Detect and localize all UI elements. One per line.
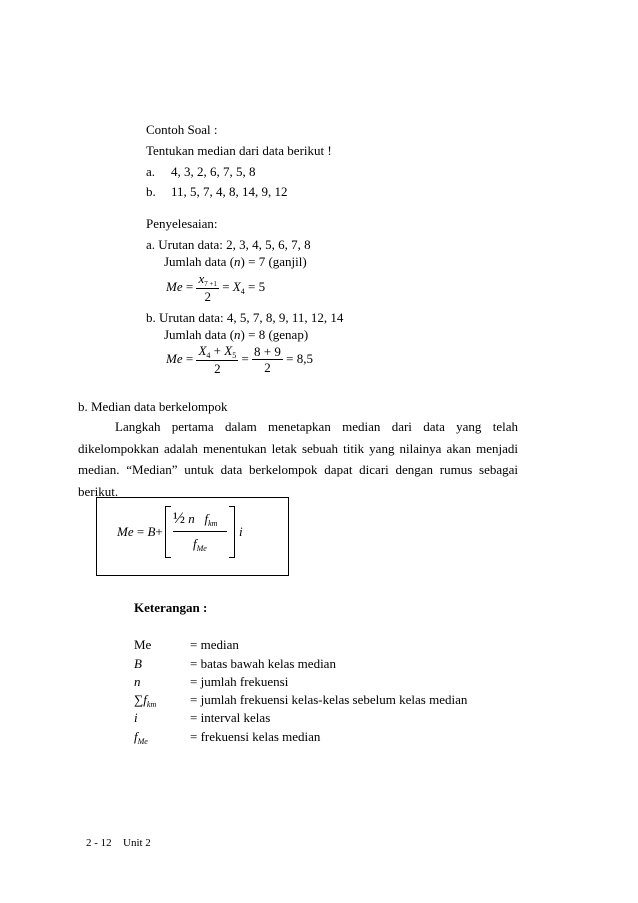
left-bracket xyxy=(165,506,171,558)
median-formula-box xyxy=(96,497,289,576)
legend-row-desc: = frekuensi kelas median xyxy=(190,729,321,744)
section-b-paragraph: Langkah pertama dalam menetapkan median dari data yang telah dikelompokkan adalah menentukan letak sebuah titik yang nilainya akan menjadi median. “Median” untuk data berkelompok dapat dicari dengan rumus sebagai berikut. xyxy=(78,419,518,499)
formula-b-fraction-1: $\frac{X_4 + X_5}{2}$ xyxy=(198,343,237,377)
main-formula-numerator: ½ n $f_{km}$ xyxy=(173,510,218,528)
main-formula-interval: i xyxy=(239,524,243,539)
solution-b-count: Jumlah data (n) = 8 (genap) xyxy=(164,327,309,342)
example-question: Tentukan median dari data berikut ! xyxy=(146,143,332,158)
example-item-b-label: b. xyxy=(146,184,156,199)
formula-a: Me = $\frac{x_{7 +1}}{2}$ = $X_4 = 5$ xyxy=(166,271,266,305)
legend-row-sym: Me xyxy=(134,637,152,652)
legend-row-sym: i xyxy=(134,710,138,725)
main-formula-lhs: Me = B+ xyxy=(117,524,163,539)
legend-row-sym: $f_{Me}$ xyxy=(134,729,148,746)
example-item-a-label: a. xyxy=(146,164,156,179)
page-number: 2 - 12 xyxy=(86,837,112,849)
main-formula-denominator: $f_{Me}$ xyxy=(193,536,207,553)
legend-row-desc: = batas bawah kelas median xyxy=(190,656,336,671)
legend-row-sym: $\sum f_{km}$ xyxy=(134,692,157,709)
solution-a-count: Jumlah data (n) = 7 (ganjil) xyxy=(164,254,307,269)
formula-a-fraction: $\frac{x_{7 +1}}{2}$ xyxy=(198,271,217,305)
formula-b: Me = $\frac{X_4 + X_5}{2}$ = $\frac{8 + 9}{2}$ = 8,5 xyxy=(166,343,313,377)
unit-label: Unit 2 xyxy=(123,837,151,849)
legend-heading: Keterangan : xyxy=(134,600,208,615)
right-bracket xyxy=(229,506,235,558)
example-heading: Contoh Soal : xyxy=(146,122,218,137)
solution-b-sorted: b. Urutan data: 4, 5, 7, 8, 9, 11, 12, 14 xyxy=(146,310,344,325)
legend-row-desc: = jumlah frekuensi xyxy=(190,674,289,689)
legend-row-sym: n xyxy=(134,674,141,689)
formula-b-fraction-2: $\frac{8 + 9}{2}$ xyxy=(254,344,281,376)
solution-a-sorted: a. Urutan data: 2, 3, 4, 5, 6, 7, 8 xyxy=(146,237,311,252)
legend-row-desc: = jumlah frekuensi kelas-kelas sebelum kelas median xyxy=(190,692,468,707)
main-formula-fraction-bar xyxy=(173,531,227,532)
section-b-heading: b. Median data berkelompok xyxy=(78,399,228,414)
example-item-b-data: 11, 5, 7, 4, 8, 14, 9, 12 xyxy=(171,184,288,199)
example-item-a-data: 4, 3, 2, 6, 7, 5, 8 xyxy=(171,164,256,179)
solution-heading: Penyelesaian: xyxy=(146,216,218,231)
legend-row-sym: B xyxy=(134,656,142,671)
legend-row-desc: = median xyxy=(190,637,239,652)
legend-row-desc: = interval kelas xyxy=(190,710,271,725)
